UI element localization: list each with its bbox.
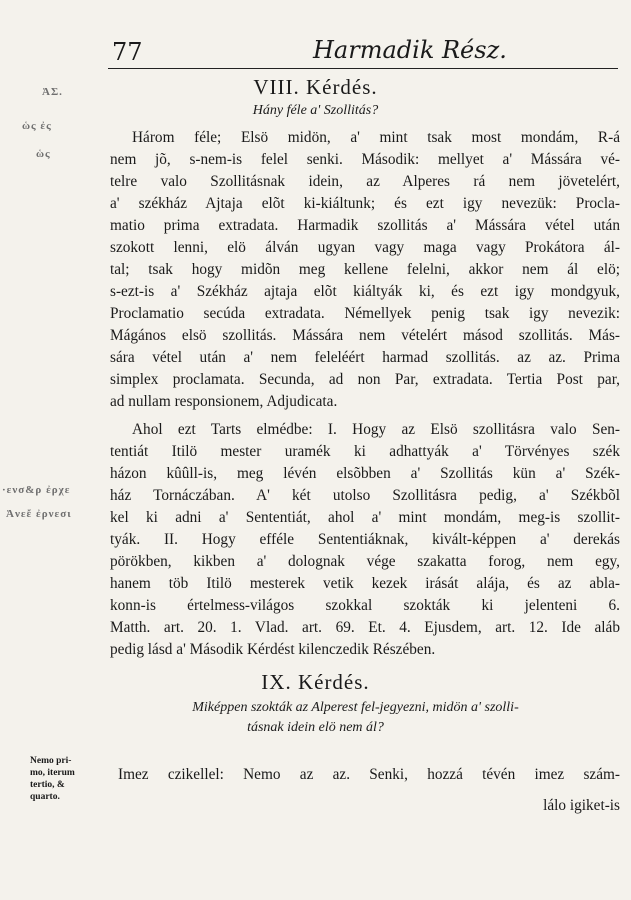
margin-smudge: Ἀνεἔ ἐρνεσι — [6, 508, 72, 520]
body-line: sára vétel után a' nem feleléért harmad szollitás. az az. Prima — [110, 349, 620, 366]
body-line: s-ezt-is a' Székház ajtaja elõt kiáltyák ki, és ezt igy mondgyuk, — [110, 283, 620, 300]
body-line: ad nullam responsionem, Adjudicata. — [110, 393, 338, 410]
running-header — [108, 34, 618, 69]
body-line: Imez czikellel: Nemo az az. Senki, hozzá tévén imez szám- — [118, 766, 620, 783]
section-heading: IX. Kérdés. — [261, 670, 370, 694]
body-line: pedig lásd a' Második Kérdést kilenczedik Részében. — [110, 641, 436, 658]
section-subtitle: tásnak idein elö nem ál? — [247, 720, 384, 735]
body-line: Mágános elsö szollitás. Mássára nem vételért másod szollitás. Más- — [110, 327, 620, 344]
body-line: házon kûûll-is, meg lévén elsõbben a' Szollitás kün a' Szék- — [110, 465, 620, 482]
body-line: tyák. II. Hogy efféle Sententiáknak, kivált-képpen a' derekás — [110, 531, 620, 548]
margin-smudge: ὡς — [36, 148, 51, 160]
body-line: tentiát Itilö mester uramék ki adhattyák a' Törvényes szék — [110, 443, 620, 460]
body-line: Matth. art. 20. 1. Vlad. art. 69. Et. 4. Ejusdem, art. 12. Ide aláb — [110, 619, 620, 636]
margin-note-line: tertio, & — [30, 780, 65, 790]
body-line: hanem töb Itilö mesterek vetik kezek irását alája, és az abla- — [110, 575, 620, 592]
body-line: lálo igiket-is — [543, 797, 620, 814]
body-line: simplex proclamata. Secunda, ad non Par, extradata. Tertia Post par, — [110, 371, 620, 388]
page-number: 77 — [112, 38, 143, 66]
body-line: tal; tsak hogy midõn meg kellene felelni, akkor nem ál elö; — [110, 261, 620, 278]
body-line: szokott lenni, elö álván ugyan vagy maga vagy Prokátora ál- — [110, 239, 620, 256]
margin-smudge: ὡς ἐς — [22, 120, 52, 132]
margin-smudge: ·ενσ&ρ ἐρχε — [2, 484, 71, 496]
body-line: Három féle; Elsö midön, a' mint tsak most mondám, R-á — [132, 129, 620, 146]
body-line: a' székház Ajtaja elõt ki-kiáltunk; és ezt igy nevezük: Procla- — [110, 195, 620, 212]
body-line: ház Tornáczában. A' két utolso Szollitásra pedig, a' Székbõl — [110, 487, 620, 504]
body-line: matio prima extradata. Harmadik szollitás a' Mássára vétel után — [110, 217, 620, 234]
body-line: kel ki adni a' Sententiát, ahol a' mint mondám, meg-is szollit- — [110, 509, 620, 526]
body-line: telre valo Szollitásnak idein, az Alperes rá nem jövetelért, — [110, 173, 620, 190]
body-line: Ahol ezt Tarts elmédbe: I. Hogy az Elsö szollitásra valo Sen- — [132, 421, 620, 438]
margin-note-line: Nemo pri- — [30, 756, 72, 766]
margin-smudge: ἈΣ. — [42, 86, 63, 98]
section-subtitle: Miképpen szokták az Alperest fel-jegyezni, midön a' szolli- — [192, 700, 519, 715]
margin-note-line: mo, iterum — [30, 768, 75, 778]
body-line: nem jõ, s-nem-is felel senki. Második: mellyet a' Mássára vé- — [110, 151, 620, 168]
body-line: Proclamatio secúda extradata. Némellyek penig tsak igy nevezik: — [110, 305, 620, 322]
margin-note-line: quarto. — [30, 792, 60, 802]
body-line: konn-is értelmess-világos szokkal szokták ki jelenteni 6. — [110, 597, 620, 614]
section-heading: VIII. Kérdés. — [253, 75, 378, 99]
running-title: Harmadik Rész. — [313, 36, 507, 64]
body-line: pörökben, kikben a' dolognak vége szakatta forog, nem egy, — [110, 553, 620, 570]
section-subtitle: Hány féle a' Szollitás? — [252, 103, 379, 118]
